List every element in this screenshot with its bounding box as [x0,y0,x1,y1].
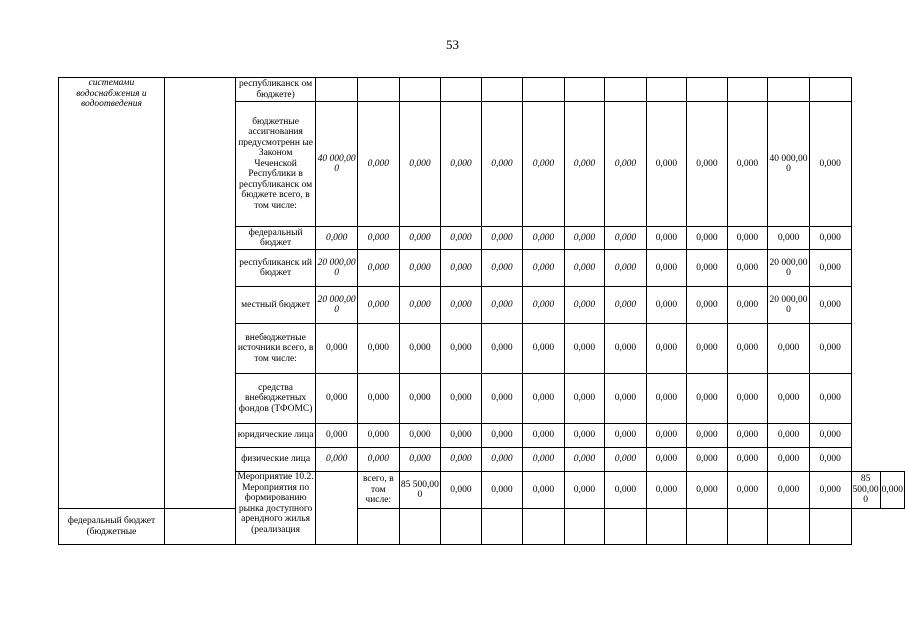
value-cell [768,509,810,545]
value-cell: 0,000 [399,102,441,227]
funding-source-cell: федеральный бюджет (бюджетные [59,509,165,545]
value-cell: 0,000 [687,102,728,227]
value-cell: 0,000 [441,250,482,287]
value-cell [727,78,768,102]
value-cell: 0,000 [564,102,605,227]
value-cell: 0,000 [441,424,482,448]
value-cell [809,509,851,545]
value-cell: 0,000 [727,448,768,472]
value-cell: 0,000 [481,448,522,472]
value-cell: 0,000 [687,287,728,324]
value-cell: 0,000 [809,374,851,424]
value-cell: 0,000 [809,250,851,287]
table-row [59,509,905,545]
value-cell: 0,000 [605,102,646,227]
value-cell: 0,000 [399,448,441,472]
executor-cell [316,472,358,545]
value-cell [768,78,810,102]
funding-source-cell: средства внебюджетных фондов (ТФОМС) [235,374,316,424]
value-cell [646,509,687,545]
value-cell [687,509,728,545]
value-cell: 0,000 [768,227,810,250]
value-cell: 0,000 [399,250,441,287]
value-cell [441,78,482,102]
value-cell: 0,000 [357,250,399,287]
funding-source-cell: физические лица [235,448,316,472]
value-cell: 85 500,00 0 [399,472,441,509]
value-cell: 0,000 [523,374,564,424]
value-cell: 0,000 [564,324,605,374]
value-cell: 0,000 [809,287,851,324]
value-cell: 0,000 [481,102,522,227]
value-cell: 0,000 [687,374,728,424]
value-cell [809,78,851,102]
value-cell: 0,000 [727,324,768,374]
funding-source-cell: бюджетные ассигнования предусмотренн ые Законом Чеченской Республики в республиканск ом бюджете всего, в том числе: [235,102,316,227]
funding-source-cell: федеральный бюджет [235,227,316,250]
value-cell: 0,000 [605,227,646,250]
value-cell [523,509,564,545]
value-cell: 0,000 [481,324,522,374]
value-cell: 0,000 [605,448,646,472]
value-cell [564,78,605,102]
value-cell: 0,000 [481,250,522,287]
value-cell: 0,000 [727,227,768,250]
value-cell: 0,000 [357,448,399,472]
value-cell [605,509,646,545]
value-cell: 0,000 [399,287,441,324]
value-cell [164,509,235,545]
value-cell: 0,000 [646,448,687,472]
value-cell: 0,000 [646,374,687,424]
value-cell: 0,000 [481,287,522,324]
value-cell: 0,000 [316,424,358,448]
value-cell: 0,000 [399,374,441,424]
value-cell: 0,000 [523,472,564,509]
value-cell: 0,000 [768,472,810,509]
value-cell: 0,000 [809,424,851,448]
value-cell: 0,000 [809,324,851,374]
value-cell: 0,000 [605,424,646,448]
value-cell: 0,000 [523,102,564,227]
value-cell: 0,000 [357,324,399,374]
value-cell: 0,000 [357,227,399,250]
funding-source-cell: местный бюджет [235,287,316,324]
value-cell: 0,000 [564,374,605,424]
value-cell: 0,000 [727,472,768,509]
value-cell: 0,000 [646,287,687,324]
funding-source-cell: всего, в том числе: [357,472,399,509]
value-cell: 0,000 [605,324,646,374]
value-cell [646,78,687,102]
value-cell: 0,000 [357,424,399,448]
value-cell: 0,000 [809,448,851,472]
value-cell [441,509,482,545]
value-cell: 0,000 [564,424,605,448]
value-cell: 20 000,00 0 [316,250,358,287]
value-cell: 0,000 [646,250,687,287]
value-cell: 0,000 [687,250,728,287]
executor-cell [164,78,235,509]
value-cell: 40 000,00 0 [768,102,810,227]
value-cell: 0,000 [768,448,810,472]
value-cell: 0,000 [441,448,482,472]
value-cell: 0,000 [768,324,810,374]
value-cell: 0,000 [687,227,728,250]
funding-source-cell: республиканск ом бюджете) [235,78,316,102]
budget-table [58,77,905,545]
value-cell: 0,000 [441,287,482,324]
value-cell: 0,000 [481,472,522,509]
value-cell: 0,000 [523,227,564,250]
value-cell: 0,000 [727,250,768,287]
value-cell: 20 000,00 0 [768,250,810,287]
value-cell: 0,000 [441,472,482,509]
value-cell: 0,000 [646,324,687,374]
value-cell: 0,000 [727,374,768,424]
value-cell [316,78,358,102]
value-cell: 0,000 [727,287,768,324]
value-cell: 0,000 [605,287,646,324]
value-cell: 0,000 [646,472,687,509]
activity-name-cell: системами водоснабжения и водоотведения [59,78,165,509]
value-cell: 0,000 [523,287,564,324]
value-cell [481,509,522,545]
value-cell: 0,000 [727,424,768,448]
value-cell: 0,000 [441,324,482,374]
value-cell: 0,000 [809,472,851,509]
value-cell [399,78,441,102]
value-cell: 0,000 [357,374,399,424]
value-cell: 0,000 [687,424,728,448]
value-cell: 0,000 [564,250,605,287]
value-cell: 0,000 [523,424,564,448]
funding-source-cell: юридические лица [235,424,316,448]
value-cell [523,78,564,102]
value-cell: 0,000 [768,424,810,448]
value-cell: 0,000 [809,227,851,250]
value-cell: 0,000 [481,424,522,448]
value-cell: 0,000 [605,472,646,509]
value-cell: 0,000 [809,102,851,227]
value-cell: 0,000 [399,424,441,448]
value-cell: 0,000 [727,102,768,227]
value-cell: 0,000 [646,227,687,250]
value-cell: 0,000 [523,250,564,287]
value-cell: 85 500,00 0 [851,472,880,509]
value-cell: 0,000 [564,227,605,250]
value-cell: 0,000 [441,102,482,227]
value-cell: 0,000 [357,287,399,324]
value-cell: 40 000,00 0 [316,102,358,227]
value-cell: 0,000 [564,287,605,324]
value-cell [357,78,399,102]
value-cell: 0,000 [523,448,564,472]
activity-name-cell: Мероприятие 10.2. Мероприятия по формированию рынка доступного арендного жилья (реализация [235,472,316,545]
value-cell [687,78,728,102]
value-cell: 0,000 [481,374,522,424]
page-number: 53 [446,37,459,52]
value-cell: 0,000 [564,472,605,509]
value-cell: 0,000 [316,227,358,250]
value-cell [727,509,768,545]
value-cell: 0,000 [646,424,687,448]
value-cell: 0,000 [605,374,646,424]
value-cell: 0,000 [564,448,605,472]
value-cell: 0,000 [687,324,728,374]
value-cell [481,78,522,102]
value-cell [564,509,605,545]
value-cell: 0,000 [646,102,687,227]
value-cell: 0,000 [880,472,904,509]
value-cell: 0,000 [316,448,358,472]
value-cell: 20 000,00 0 [768,287,810,324]
table-row [59,78,905,102]
value-cell: 0,000 [441,227,482,250]
value-cell: 0,000 [605,250,646,287]
value-cell: 0,000 [687,472,728,509]
value-cell: 0,000 [399,227,441,250]
value-cell [399,509,441,545]
value-cell: 20 000,00 0 [316,287,358,324]
value-cell: 0,000 [481,227,522,250]
funding-source-cell: республиканск ий бюджет [235,250,316,287]
value-cell: 0,000 [687,448,728,472]
value-cell: 0,000 [768,374,810,424]
value-cell: 0,000 [316,324,358,374]
value-cell: 0,000 [523,324,564,374]
funding-source-cell: внебюджетные источники всего, в том числе: [235,324,316,374]
value-cell: 0,000 [441,374,482,424]
value-cell [357,509,399,545]
value-cell [605,78,646,102]
value-cell: 0,000 [316,374,358,424]
value-cell: 0,000 [357,102,399,227]
value-cell: 0,000 [399,324,441,374]
